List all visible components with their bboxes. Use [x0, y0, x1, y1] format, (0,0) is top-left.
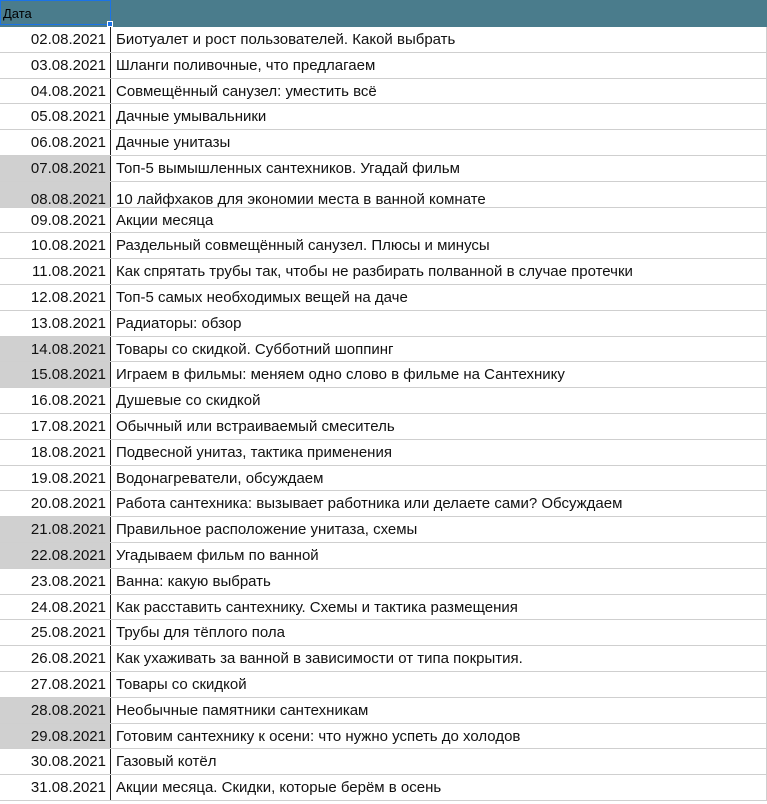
topic-cell[interactable]: Трубы для тёплого пола	[111, 620, 767, 645]
date-cell[interactable]: 18.08.2021	[0, 440, 111, 465]
date-cell[interactable]: 27.08.2021	[0, 672, 111, 697]
date-cell[interactable]: 21.08.2021	[0, 517, 111, 542]
date-cell[interactable]: 07.08.2021	[0, 156, 111, 181]
table-row	[0, 285, 767, 311]
table-row	[0, 233, 767, 259]
date-cell[interactable]: 05.08.2021	[0, 104, 111, 129]
date-cell[interactable]: 31.08.2021	[0, 775, 111, 800]
date-cell[interactable]: 12.08.2021	[0, 285, 111, 310]
topic-cell[interactable]: Как ухаживать за ванной в зависимости от типа покрытия.	[111, 646, 767, 671]
topic-cell[interactable]: Акции месяца	[111, 208, 767, 233]
table-row	[0, 27, 767, 53]
topic-cell[interactable]: Работа сантехника: вызывает работника или делаете сами? Обсуждаем	[111, 491, 767, 516]
table-row	[0, 388, 767, 414]
date-cell[interactable]: 13.08.2021	[0, 311, 111, 336]
topic-cell[interactable]: Необычные памятники сантехникам	[111, 698, 767, 723]
table-row	[0, 672, 767, 698]
topic-cell[interactable]: Акции месяца. Скидки, которые берём в осень	[111, 775, 767, 800]
date-cell[interactable]: 28.08.2021	[0, 698, 111, 723]
date-cell[interactable]: 17.08.2021	[0, 414, 111, 439]
table-row	[0, 698, 767, 724]
table-row	[0, 775, 767, 801]
table-row	[0, 440, 767, 466]
date-cell[interactable]: 30.08.2021	[0, 749, 111, 774]
date-cell[interactable]: 10.08.2021	[0, 233, 111, 258]
table-row	[0, 259, 767, 285]
date-cell[interactable]: 15.08.2021	[0, 362, 111, 387]
date-cell[interactable]: 19.08.2021	[0, 466, 111, 491]
topic-cell[interactable]: Обычный или встраиваемый смеситель	[111, 414, 767, 439]
date-cell[interactable]: 06.08.2021	[0, 130, 111, 155]
date-cell[interactable]: 14.08.2021	[0, 337, 111, 362]
topic-cell[interactable]: Раздельный совмещённый санузел. Плюсы и минусы	[111, 233, 767, 258]
date-cell[interactable]: 11.08.2021	[0, 259, 111, 284]
table-row	[0, 182, 767, 208]
table-row	[0, 53, 767, 79]
topic-cell[interactable]: Как расставить сантехнику. Схемы и тактика размещения	[111, 595, 767, 620]
table-row	[0, 337, 767, 363]
table-row	[0, 104, 767, 130]
date-cell[interactable]: 23.08.2021	[0, 569, 111, 594]
table-row	[0, 79, 767, 105]
topic-cell[interactable]: Угадываем фильм по ванной	[111, 543, 767, 568]
table-row	[0, 517, 767, 543]
table-row	[0, 620, 767, 646]
table-row	[0, 491, 767, 517]
topic-cell[interactable]: Радиаторы: обзор	[111, 311, 767, 336]
date-cell[interactable]: 20.08.2021	[0, 491, 111, 516]
table-row	[0, 130, 767, 156]
date-cell[interactable]: 03.08.2021	[0, 53, 111, 78]
table-row	[0, 414, 767, 440]
topic-cell[interactable]: Водонагреватели, обсуждаем	[111, 466, 767, 491]
topic-cell[interactable]: Товары со скидкой	[111, 672, 767, 697]
table-row	[0, 208, 767, 234]
date-cell[interactable]: 26.08.2021	[0, 646, 111, 671]
date-cell[interactable]: 24.08.2021	[0, 595, 111, 620]
date-cell[interactable]: 25.08.2021	[0, 620, 111, 645]
topic-cell[interactable]: Душевые со скидкой	[111, 388, 767, 413]
date-cell[interactable]: 04.08.2021	[0, 79, 111, 104]
date-cell[interactable]: 22.08.2021	[0, 543, 111, 568]
topic-cell[interactable]: Правильное расположение унитаза, схемы	[111, 517, 767, 542]
topic-cell[interactable]: Ванна: какую выбрать	[111, 569, 767, 594]
date-cell[interactable]: 29.08.2021	[0, 724, 111, 749]
topic-cell[interactable]: Газовый котёл	[111, 749, 767, 774]
topic-cell[interactable]: 10 лайфхаков для экономии места в ванной комнате	[111, 182, 767, 207]
topic-cell[interactable]: Готовим сантехнику к осени: что нужно успеть до холодов	[111, 724, 767, 749]
date-cell[interactable]: 09.08.2021	[0, 208, 111, 233]
table-row	[0, 595, 767, 621]
table-row	[0, 724, 767, 750]
date-cell[interactable]: 08.08.2021	[0, 182, 111, 207]
topic-cell[interactable]: Совмещённый санузел: уместить всё	[111, 79, 767, 104]
date-cell[interactable]: 02.08.2021	[0, 27, 111, 52]
topic-cell[interactable]: Дачные умывальники	[111, 104, 767, 129]
table-row	[0, 311, 767, 337]
table-row	[0, 749, 767, 775]
topic-cell[interactable]: Дачные унитазы	[111, 130, 767, 155]
date-cell[interactable]: 16.08.2021	[0, 388, 111, 413]
table-row	[0, 362, 767, 388]
header-row	[0, 0, 767, 27]
topic-cell[interactable]: Биотуалет и рост пользователей. Какой выбрать	[111, 27, 767, 52]
table-row	[0, 466, 767, 492]
table-row	[0, 569, 767, 595]
topic-cell[interactable]: Топ-5 самых необходимых вещей на даче	[111, 285, 767, 310]
topic-cell[interactable]: Товары со скидкой. Субботний шоппинг	[111, 337, 767, 362]
topic-cell[interactable]: Подвесной унитаз, тактика применения	[111, 440, 767, 465]
table-row	[0, 156, 767, 182]
topic-cell[interactable]: Играем в фильмы: меняем одно слово в фильме на Сантехнику	[111, 362, 767, 387]
table-row	[0, 543, 767, 569]
topic-cell[interactable]: Топ-5 вымышленных сантехников. Угадай фильм	[111, 156, 767, 181]
table-body	[0, 27, 767, 801]
header-cell-date[interactable]: Дата	[0, 0, 111, 25]
table-row	[0, 646, 767, 672]
topic-cell[interactable]: Шланги поливочные, что предлагаем	[111, 53, 767, 78]
topic-cell[interactable]: Как спрятать трубы так, чтобы не разбирать полванной в случае протечки	[111, 259, 767, 284]
